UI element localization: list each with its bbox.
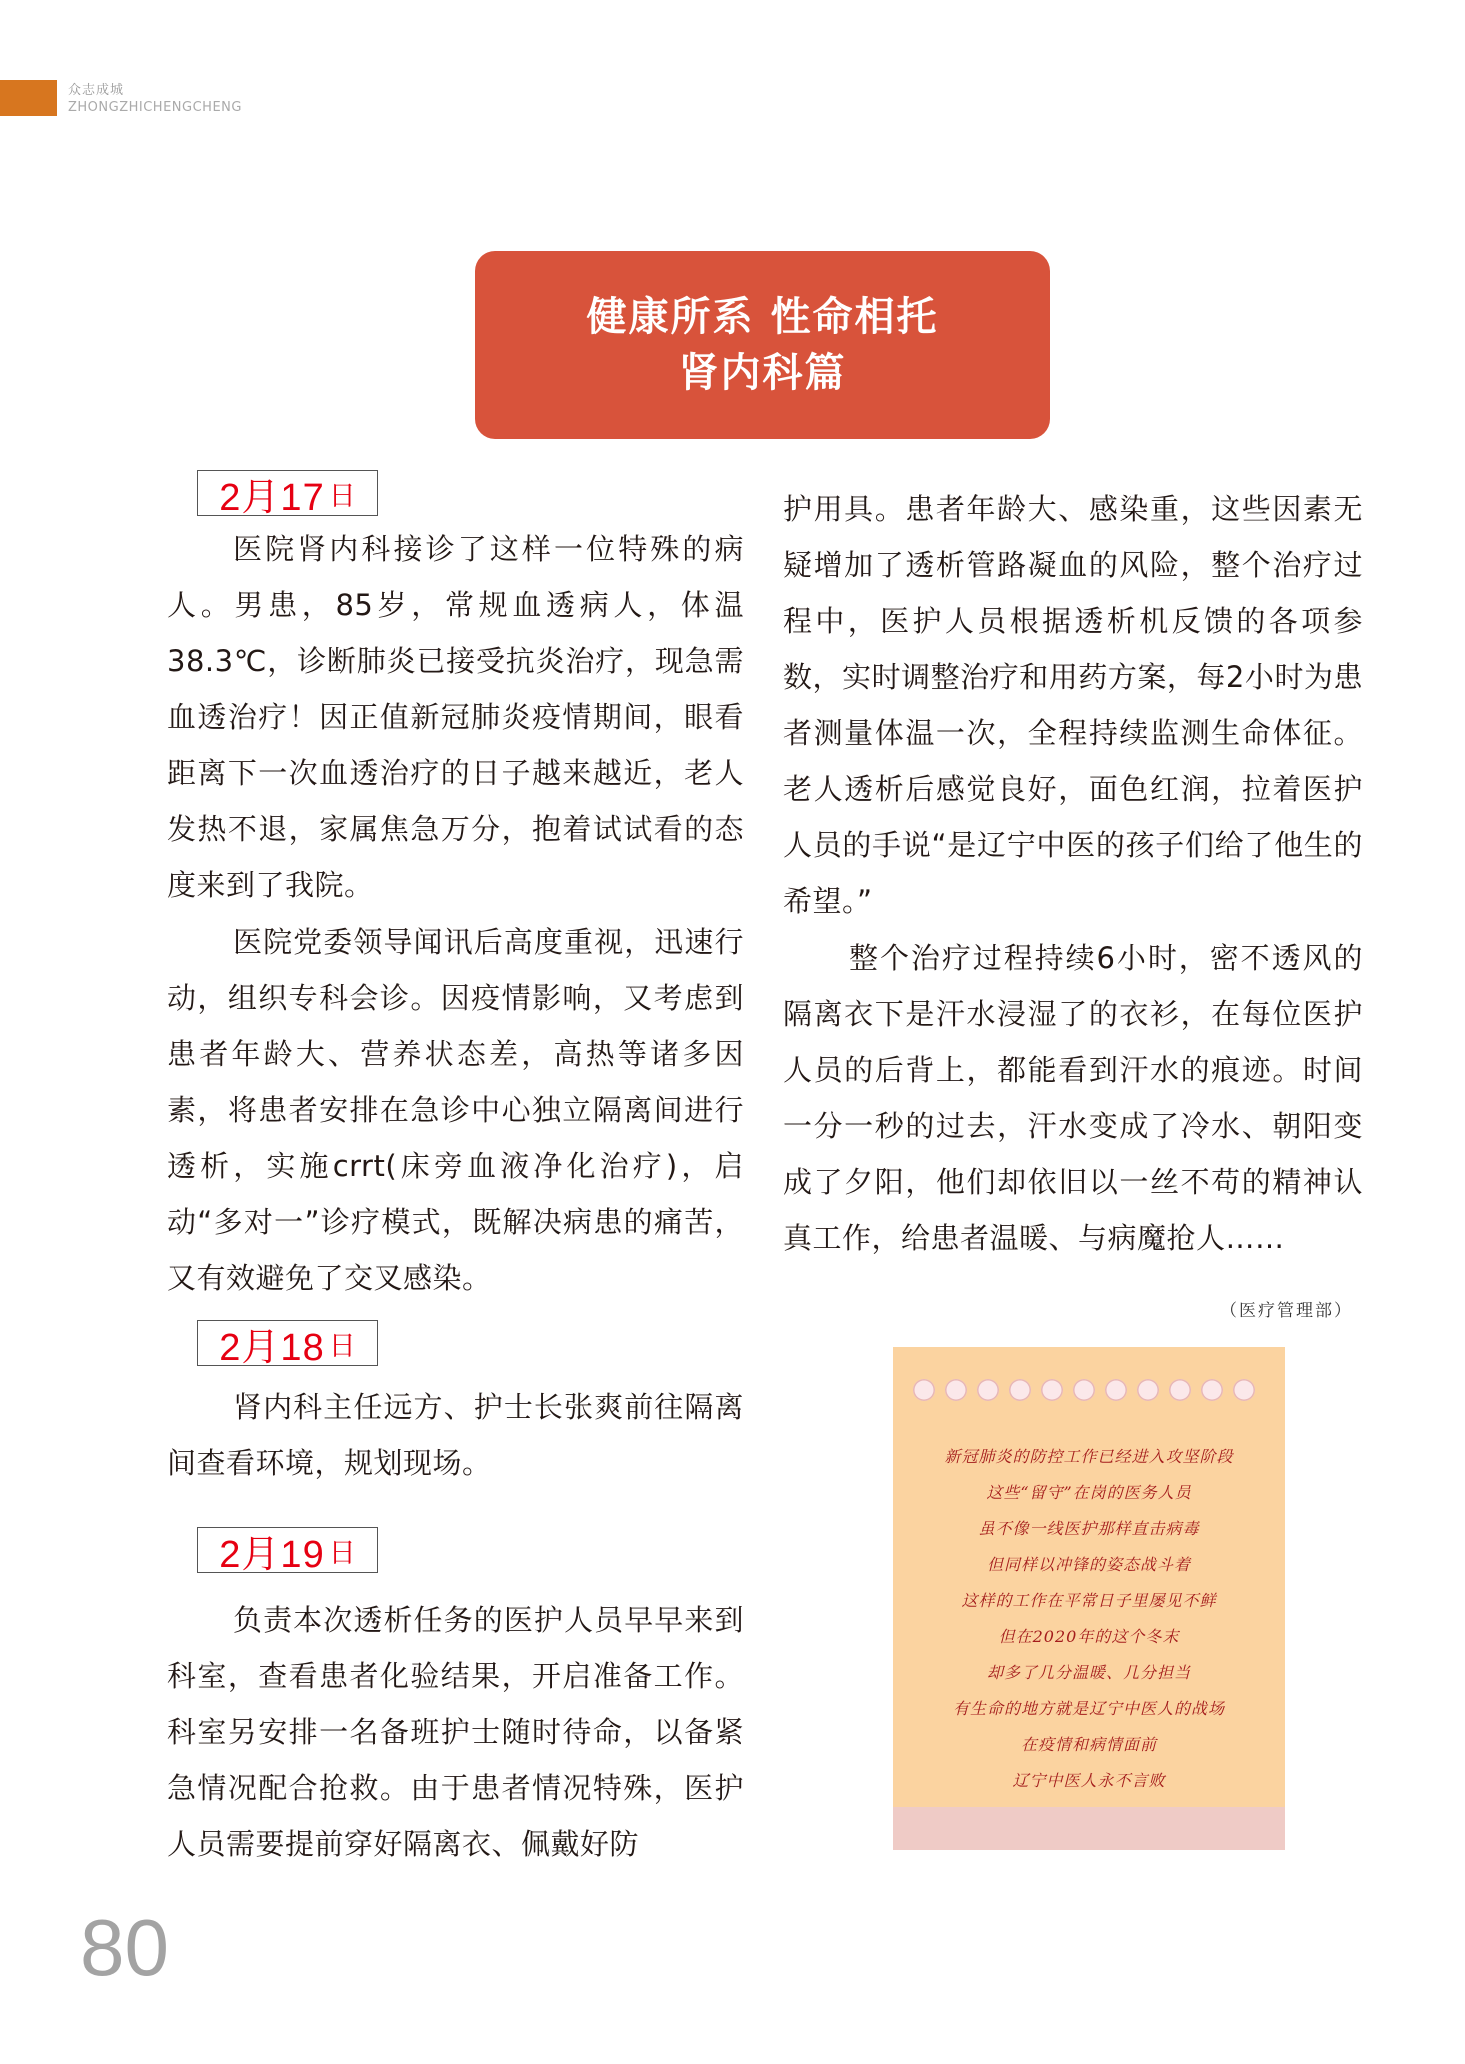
article-title-box — [475, 251, 1050, 439]
body-paragraph: 医院肾内科接诊了这样一位特殊的病人。男患，85岁，常规血透病人，体温38.3℃，诊断肺炎已接受抗炎治疗，现急需血透治疗！因正值新冠肺炎疫情期间，眼看距离下一次血透治疗的日子越来越近，老人发热不退，家属焦急万分，抱着试试看的态度来到了我院。 — [167, 532, 744, 902]
ring-hole-icon — [913, 1379, 935, 1401]
ring-hole-icon — [1041, 1379, 1063, 1401]
body-paragraph: 负责本次透析任务的医护人员早早来到科室，查看患者化验结果，开启准备工作。科室另安排一名备班护士随时待命，以备紧急情况配合抢救。由于患者情况特殊，医护人员需要提前穿好隔离衣、佩戴好防 — [167, 1603, 744, 1861]
date-day: 2月17 — [219, 476, 325, 519]
body-paragraph: 肾内科主任远方、护士长张爽前往隔离间查看环境，规划现场。 — [167, 1390, 744, 1480]
body-paragraph: 医院党委领导闻讯后高度重视，迅速行动，组织专科会诊。因疫情影响，又考虑到患者年龄大、营养状态差，高热等诸多因素，将患者安排在急诊中心独立隔离间进行透析，实施crrt(床旁血液净化治疗)，启动“多对一”诊疗模式，既解决病患的痛苦，又有效避免了交叉感染。 — [167, 925, 744, 1295]
ring-hole-icon — [977, 1379, 999, 1401]
article-title: 健康所系 性命相托 — [586, 293, 939, 340]
section-title-pinyin: ZHONGZHICHENGCHENG — [68, 100, 242, 115]
poem-line: 却多了几分温暖、几分担当 — [986, 1663, 1191, 1682]
handwritten-poem — [893, 1439, 1285, 1799]
ring-hole-icon — [1073, 1379, 1095, 1401]
date-day: 2月19 — [219, 1533, 325, 1576]
article-subtitle: 肾内科篇 — [678, 349, 847, 396]
note-card-paper — [893, 1347, 1285, 1807]
date-day: 2月18 — [219, 1326, 325, 1369]
page-number: 80 — [80, 1903, 169, 1992]
binder-rings — [913, 1379, 1255, 1401]
date-label — [197, 470, 378, 519]
date-label — [197, 1527, 378, 1576]
note-card — [893, 1347, 1285, 1850]
date-unit: 日 — [328, 1537, 356, 1568]
ring-hole-icon — [1137, 1379, 1159, 1401]
section-color-bar — [0, 80, 57, 116]
poem-line: 虽不像一线医护那样直击病毒 — [978, 1519, 1200, 1538]
author-credit: （医疗管理部） — [1220, 1301, 1353, 1321]
ring-hole-icon — [945, 1379, 967, 1401]
ring-hole-icon — [1169, 1379, 1191, 1401]
section-title: 众志成城 — [68, 83, 125, 98]
date-unit: 日 — [328, 1330, 356, 1361]
poem-line: 但在2020年的这个冬末 — [998, 1627, 1180, 1646]
ring-hole-icon — [1201, 1379, 1223, 1401]
poem-line: 但同样以冲锋的姿态战斗着 — [986, 1555, 1191, 1574]
date-unit: 日 — [328, 480, 356, 511]
poem-line: 在疫情和病情面前 — [1020, 1735, 1157, 1754]
poem-line: 这样的工作在平常日子里屡见不鲜 — [961, 1591, 1217, 1610]
body-paragraph-continued: 护用具。患者年龄大、感染重，这些因素无疑增加了透析管路凝血的风险，整个治疗过程中，医护人员根据透析机反馈的各项参数，实时调整治疗和用药方案，每2小时为患者测量体温一次，全程持续监测生命体征。老人透析后感觉良好，面色红润，拉着医护人员的手说“是辽宁中医的孩子们给了他生的希望。” — [783, 492, 1363, 918]
poem-line: 辽宁中医人永不言败 — [1012, 1771, 1166, 1790]
poem-line: 有生命的地方就是辽宁中医人的战场 — [952, 1699, 1225, 1718]
ring-hole-icon — [1009, 1379, 1031, 1401]
poem-line: 这些“留守”在岗的医务人员 — [986, 1483, 1192, 1502]
poem-line: 新冠肺炎的防控工作已经进入攻坚阶段 — [944, 1447, 1234, 1466]
body-paragraph: 整个治疗过程持续6小时，密不透风的隔离衣下是汗水浸湿了的衣衫，在每位医护人员的后背上，都能看到汗水的痕迹。时间一分一秒的过去，汗水变成了冷水、朝阳变成了夕阳，他们却依旧以一丝不苟的精神认真工作，给患者温暖、与病魔抢人…… — [783, 941, 1363, 1255]
ring-hole-icon — [1233, 1379, 1255, 1401]
date-label — [197, 1320, 378, 1369]
ring-hole-icon — [1105, 1379, 1127, 1401]
